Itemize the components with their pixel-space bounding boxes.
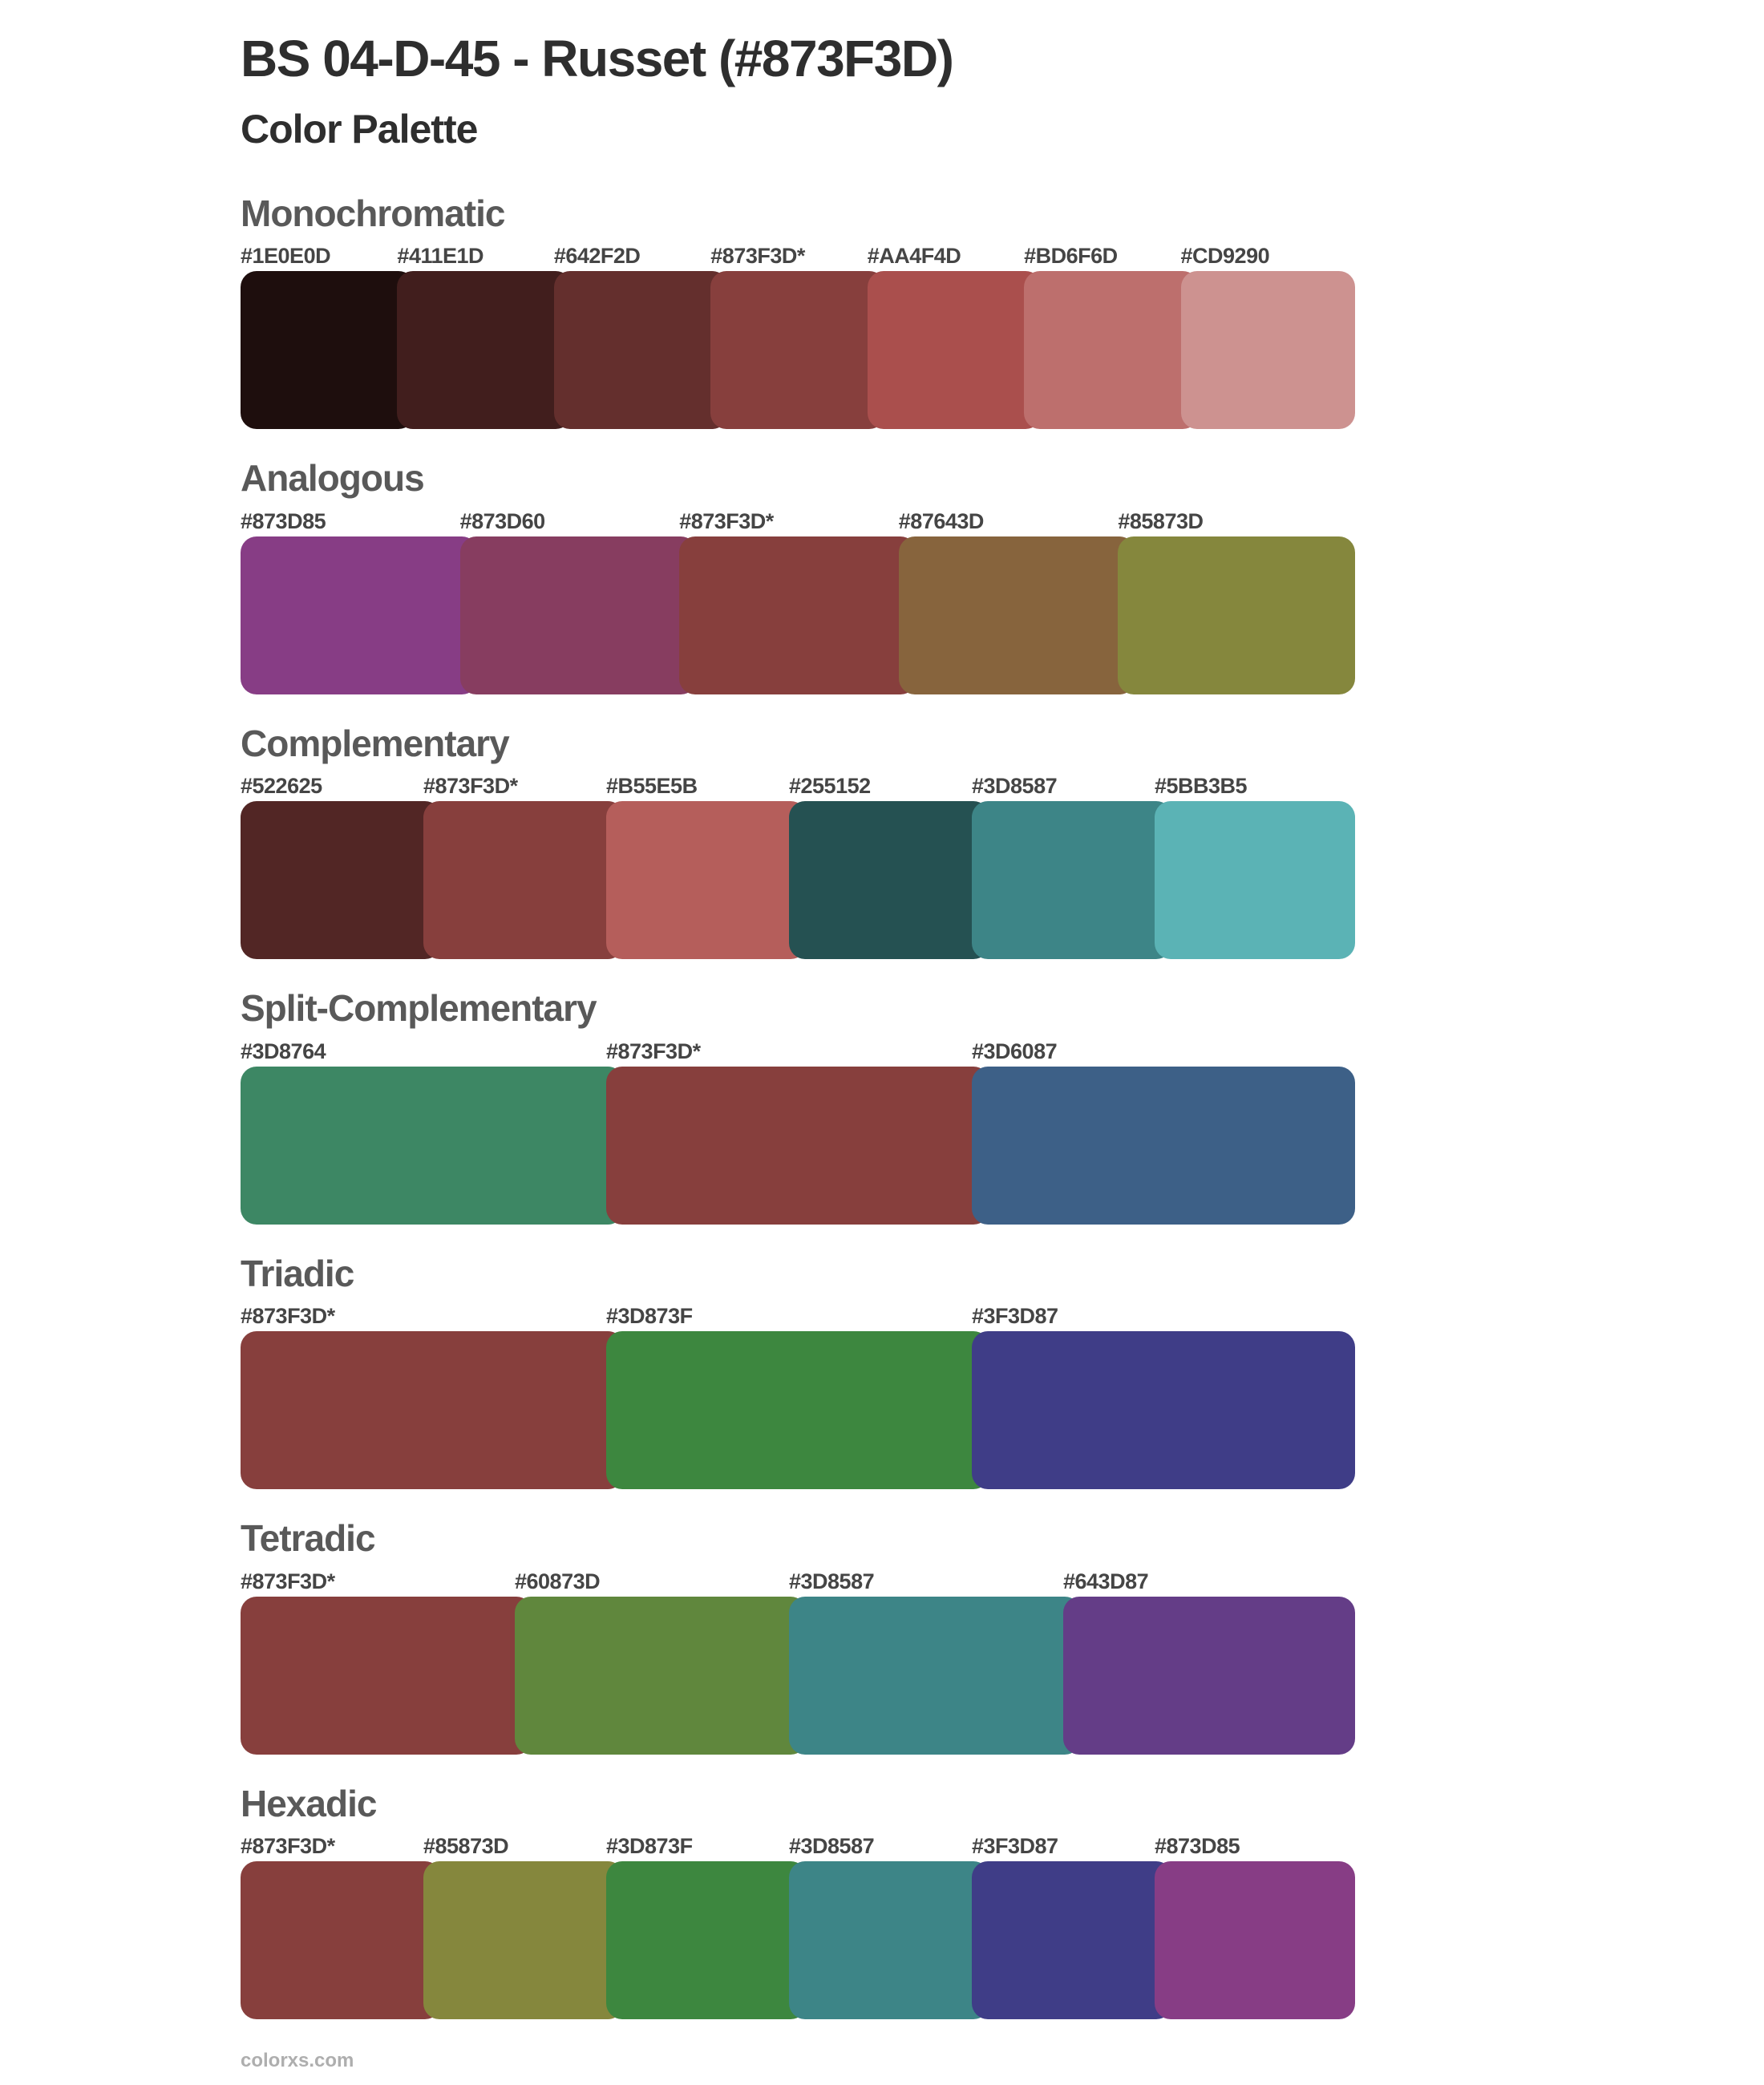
section-title: Complementary (241, 722, 509, 764)
section-title: Monochromatic (241, 192, 505, 234)
color-swatch[interactable] (1155, 772, 1355, 959)
swatch-color-chip[interactable] (241, 1597, 532, 1755)
color-swatch[interactable] (423, 772, 624, 959)
swatch-color-chip[interactable] (241, 1067, 624, 1225)
swatch-row (241, 1038, 1355, 1225)
swatch-hex-label: #873F3D* (710, 244, 805, 269)
color-swatch[interactable] (241, 1038, 624, 1225)
swatch-hex-label: #5BB3B5 (1155, 774, 1248, 799)
swatch-color-chip[interactable] (972, 801, 1172, 959)
swatch-row (241, 1568, 1355, 1755)
swatch-hex-label: #873D60 (459, 508, 545, 533)
swatch-color-chip[interactable] (1155, 801, 1355, 959)
color-swatch[interactable] (1155, 1832, 1355, 2019)
swatch-color-chip[interactable] (789, 1861, 989, 2019)
color-swatch[interactable] (241, 772, 441, 959)
footer-site-link[interactable]: colorxs.com (241, 2050, 354, 2071)
color-swatch[interactable] (1063, 1568, 1355, 1755)
swatch-hex-label: #411E1D (397, 244, 484, 269)
swatch-row (241, 242, 1355, 429)
swatch-hex-label: #255152 (789, 774, 871, 799)
color-swatch[interactable] (241, 1568, 532, 1755)
color-swatch[interactable] (1024, 242, 1198, 429)
color-swatch[interactable] (972, 1302, 1355, 1489)
swatch-hex-label: #3D8587 (789, 1834, 875, 1859)
color-swatch[interactable] (789, 1832, 989, 2019)
swatch-hex-label: #3D8764 (241, 1038, 326, 1063)
color-swatch[interactable] (972, 1038, 1355, 1225)
swatch-color-chip[interactable] (460, 536, 698, 694)
swatch-hex-label: #87643D (898, 508, 984, 533)
swatch-color-chip[interactable] (241, 1861, 441, 2019)
swatch-color-chip[interactable] (423, 801, 624, 959)
swatch-color-chip[interactable] (1155, 1861, 1355, 2019)
swatch-hex-label: #1E0E0D (241, 244, 331, 269)
swatch-hex-label: #3D8587 (789, 1569, 875, 1593)
swatch-hex-label: #AA4F4D (867, 244, 961, 269)
section-complementary (241, 723, 1355, 960)
swatch-color-chip[interactable] (972, 1861, 1172, 2019)
swatch-color-chip[interactable] (868, 271, 1042, 429)
swatch-hex-label: #60873D (515, 1569, 601, 1593)
swatch-hex-label: #873F3D* (241, 1834, 335, 1859)
swatch-color-chip[interactable] (606, 1861, 807, 2019)
swatch-hex-label: #3F3D87 (972, 1304, 1058, 1329)
color-swatch[interactable] (241, 508, 478, 694)
color-swatch[interactable] (868, 242, 1042, 429)
swatch-hex-label: #85873D (1118, 508, 1204, 533)
page-title: BS 04-D-45 - Russet (#873F3D) (241, 30, 953, 87)
section-title: Split-Complementary (241, 987, 597, 1030)
swatch-hex-label: #3D6087 (972, 1038, 1058, 1063)
swatch-color-chip[interactable] (241, 536, 478, 694)
section-split-complementary (241, 988, 1355, 1225)
swatch-hex-label: #642F2D (553, 244, 641, 269)
color-swatch[interactable] (423, 1832, 624, 2019)
color-swatch[interactable] (679, 508, 916, 694)
swatch-color-chip[interactable] (1118, 536, 1355, 694)
swatch-color-chip[interactable] (710, 271, 884, 429)
color-swatch[interactable] (899, 508, 1136, 694)
swatch-color-chip[interactable] (679, 536, 916, 694)
swatch-color-chip[interactable] (606, 1331, 989, 1489)
color-swatch[interactable] (606, 1038, 989, 1225)
swatch-color-chip[interactable] (1181, 271, 1355, 429)
color-swatch[interactable] (397, 242, 571, 429)
swatch-color-chip[interactable] (397, 271, 571, 429)
section-analogous (241, 458, 1355, 694)
palette-sections (241, 193, 1355, 2020)
swatch-hex-label: #873F3D* (679, 508, 774, 533)
palette-page (241, 0, 1355, 2048)
color-swatch[interactable] (789, 1568, 1081, 1755)
swatch-color-chip[interactable] (423, 1861, 624, 2019)
swatch-color-chip[interactable] (515, 1597, 807, 1755)
swatch-row (241, 1832, 1355, 2019)
color-swatch[interactable] (1118, 508, 1355, 694)
swatch-color-chip[interactable] (1063, 1597, 1355, 1755)
swatch-hex-label: #873D85 (241, 508, 326, 533)
swatch-hex-label: #643D87 (1063, 1569, 1149, 1593)
swatch-hex-label: #3D8587 (972, 774, 1058, 799)
swatch-row (241, 772, 1355, 959)
swatch-hex-label: #873F3D* (606, 1038, 701, 1063)
section-title: Hexadic (241, 1782, 377, 1824)
swatch-hex-label: #873D85 (1155, 1834, 1240, 1859)
swatch-hex-label: #CD9290 (1180, 244, 1270, 269)
page-subtitle: Color Palette (241, 106, 478, 152)
swatch-hex-label: #522625 (241, 774, 322, 799)
swatch-hex-label: #B55E5B (606, 774, 698, 799)
color-swatch[interactable] (241, 242, 415, 429)
color-swatch[interactable] (554, 242, 728, 429)
color-swatch[interactable] (241, 1832, 441, 2019)
swatch-color-chip[interactable] (554, 271, 728, 429)
section-hexadic (241, 1783, 1355, 2020)
swatch-hex-label: #BD6F6D (1024, 244, 1118, 269)
swatch-color-chip[interactable] (606, 801, 807, 959)
color-swatch[interactable] (241, 1302, 624, 1489)
swatch-hex-label: #3F3D87 (972, 1834, 1058, 1859)
color-swatch[interactable] (515, 1568, 807, 1755)
swatch-hex-label: #3D873F (606, 1834, 693, 1859)
swatch-color-chip[interactable] (789, 1597, 1081, 1755)
swatch-color-chip[interactable] (606, 1067, 989, 1225)
swatch-row (241, 1302, 1355, 1489)
section-title: Tetradic (241, 1517, 375, 1560)
section-monochromatic (241, 193, 1355, 430)
swatch-color-chip[interactable] (972, 1331, 1355, 1489)
swatch-color-chip[interactable] (241, 271, 415, 429)
swatch-color-chip[interactable] (789, 801, 989, 959)
color-swatch[interactable] (606, 772, 807, 959)
swatch-color-chip[interactable] (241, 801, 441, 959)
color-swatch[interactable] (1181, 242, 1355, 429)
swatch-hex-label: #873F3D* (423, 774, 518, 799)
swatch-color-chip[interactable] (241, 1331, 624, 1489)
section-triadic (241, 1253, 1355, 1490)
section-title: Triadic (241, 1252, 354, 1294)
swatch-color-chip[interactable] (1024, 271, 1198, 429)
color-swatch[interactable] (789, 772, 989, 959)
swatch-row (241, 508, 1355, 694)
color-swatch[interactable] (972, 772, 1172, 959)
color-swatch[interactable] (606, 1832, 807, 2019)
color-swatch[interactable] (710, 242, 884, 429)
section-title: Analogous (241, 457, 424, 500)
swatch-hex-label: #3D873F (606, 1304, 693, 1329)
color-swatch[interactable] (606, 1302, 989, 1489)
section-tetradic (241, 1518, 1355, 1755)
swatch-hex-label: #873F3D* (241, 1569, 335, 1593)
color-swatch[interactable] (972, 1832, 1172, 2019)
swatch-hex-label: #873F3D* (241, 1304, 335, 1329)
color-swatch[interactable] (460, 508, 698, 694)
swatch-hex-label: #85873D (423, 1834, 509, 1859)
swatch-color-chip[interactable] (972, 1067, 1355, 1225)
swatch-color-chip[interactable] (899, 536, 1136, 694)
